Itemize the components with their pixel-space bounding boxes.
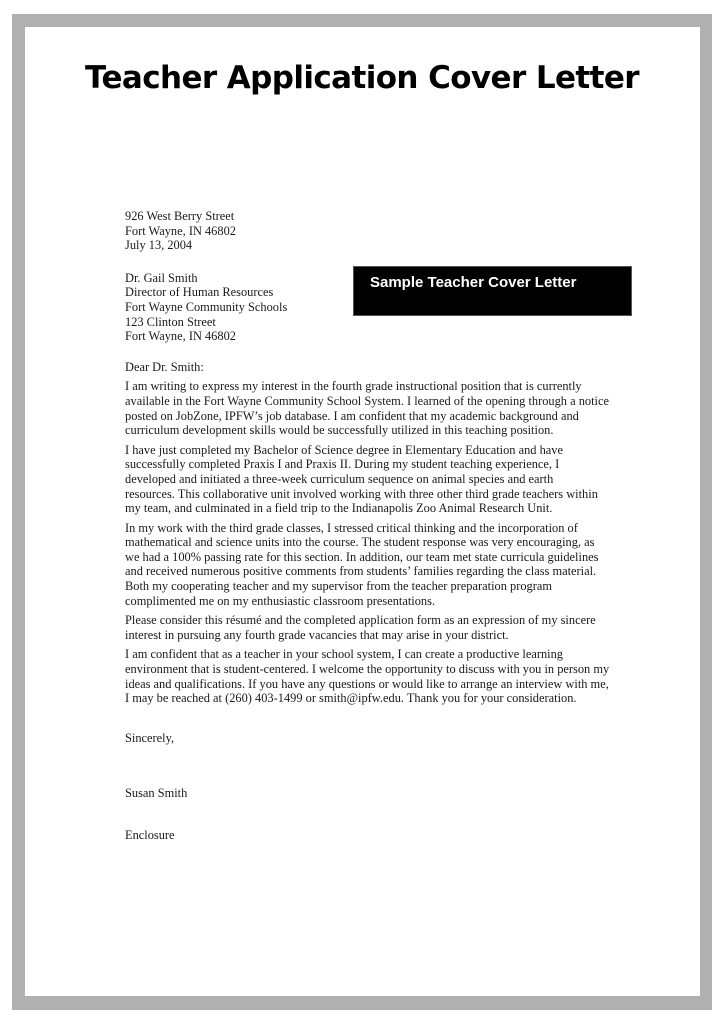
paragraph-line: ideas and qualifications. If you have any questions or would like to arrange an interview with me, [125,676,609,691]
signature: Susan Smith [125,786,188,801]
page-title: Teacher Application Cover Letter [85,60,639,96]
recipient-organization: Fort Wayne Community Schools [125,299,288,314]
body-paragraph-2 [125,443,625,516]
body-paragraph-4 [125,613,625,642]
paragraph-line: In my work with the third grade classes, I stressed critical thinking and the incorporation of [125,520,578,535]
recipient-name: Dr. Gail Smith [125,270,198,285]
body-paragraph-5 [125,647,625,705]
paragraph-line: Please consider this résumé and the completed application form as an expression of my sincere [125,613,596,628]
closing: Sincerely, [125,730,175,745]
paragraph-line: and received numerous positive comments from students’ families regarding the class material. [125,564,597,579]
paragraph-line: my team, and culminated in a field trip to the Indianapolis Zoo Animal Research Unit. [125,501,553,516]
body-paragraph-1 [125,379,625,437]
recipient-address [125,271,625,344]
letter-date: July 13, 2004 [125,238,193,253]
paragraph-line: I may be reached at (260) 403-1499 or smith@ipfw.edu. Thank you for your consideration. [125,691,577,706]
paragraph-line: mathematical and science units into the course. The student response was very encouraging, as [125,535,595,550]
paragraph-line: I have just completed my Bachelor of Science degree in Elementary Education and have [125,442,563,457]
paragraph-line: resources. This collaborative unit involved working with three other third grade teachers within [125,486,598,501]
paragraph-line: I am writing to express my interest in the fourth grade instructional position that is currently [125,379,582,394]
sender-city: Fort Wayne, IN 46802 [125,223,236,238]
paragraph-line: environment that is student-centered. I welcome the opportunity to discuss with you in person my [125,662,610,677]
body-paragraph-3 [125,521,625,609]
salutation: Dear Dr. Smith: [125,359,204,374]
paragraph-line: I am confident that as a teacher in your school system, I can create a productive learning [125,647,563,662]
sender-street: 926 West Berry Street [125,209,235,223]
recipient-city: Fort Wayne, IN 46802 [125,329,236,344]
paragraph-line: complimented me on my enthusiastic classroom presentations. [125,593,436,608]
sample-letter-badge-label: Sample Teacher Cover Letter [370,274,577,291]
enclosure-note: Enclosure [125,828,175,842]
paragraph-line: successfully completed Praxis I and Praxis II. During my student teaching experience, I [125,457,560,472]
recipient-title: Director of Human Resources [125,285,274,300]
cover-letter [125,209,625,848]
sender-address [125,209,625,253]
paragraph-line: Both my cooperating teacher and my supervisor from the teacher preparation program [125,579,552,594]
paragraph-line: developed and initiated a three-week curriculum sequence on animal species and earth [125,471,554,486]
recipient-street: 123 Clinton Street [125,314,216,329]
paragraph-line: we had a 100% passing rate for this section. In addition, our team met state curricula guidelines [125,549,599,564]
paragraph-line: posted on JobZone, IPFW’s job database. I am confident that my academic background and [125,408,579,423]
paragraph-line: curriculum development skills would be successfully utilized in this teaching position. [125,423,554,438]
paragraph-line: available in the Fort Wayne Community School System. I learned of the opening through a notice [125,393,609,408]
paragraph-line: interest in pursuing any fourth grade vacancies that may arise in your district. [125,627,509,642]
